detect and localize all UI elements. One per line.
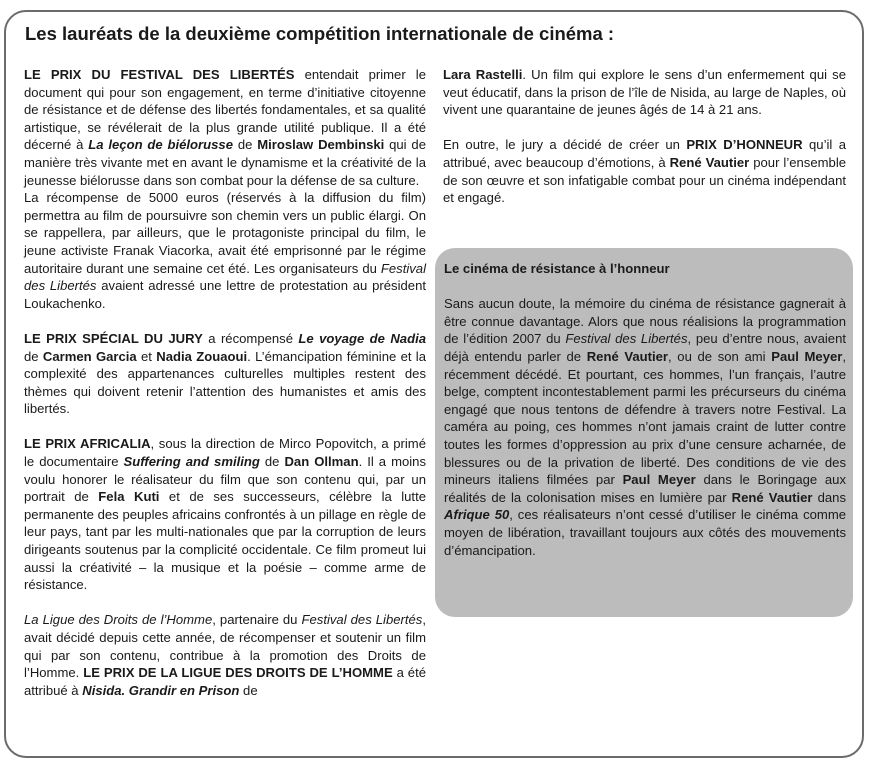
left-column: [24, 66, 426, 699]
paragraph-human-rights-prize: La Ligue des Droits de l’Homme, partenaire du Festival des Libertés, avait décidé depuis cette année, de récompenser et soutenir un film qui par son contenu, contribue à la promotion des Droits de l’Homme. LE PRIX DE LA LIGUE DES DROITS DE L’HOMME a été attribué à Nisida. Grandir en Prison de: [24, 612, 427, 698]
paragraph-reward: La récompense de 5000 euros (réservés à la diffusion du film) permettra au film de poursuivre son chemin vers un public élargi. On se rappellera, par ailleurs, que le protagoniste principal du film, le jeune activiste Franak Viacorka, avait été emprisonné par le régime autoritaire durant une semaine cet été. Les organisateurs du Festival des Libertés avaient adressé une lettre de protestation au président Loukachenko.: [24, 190, 426, 311]
resistance-cinema-text: [444, 260, 846, 559]
paragraph-jury-prize: LE PRIX SPÉCIAL DU JURY a récompensé Le voyage de Nadia de Carmen Garcia et Nadia Zouaoui. L’émancipation féminine et la complexité des appartenances culturelles multiples restent des thèmes qui doivent retenir l’attention des humanistes et amis des libertés.: [24, 330, 427, 417]
right-column: [443, 66, 846, 207]
paragraph-festival-prize: LE PRIX DU FESTIVAL DES LIBERTÉS entendait primer le document qui pour son engagement, en terme d’initiative citoyenne de résistance et de défense des libertés fondamentales, et sa qualité artistique, se révélerait de la plus grande utilité publique. Il a été décerné à La leçon de biélorusse de Miroslaw Dembinski qui de manière très vivante met en avant le dynamisme et la créativité de la jeunesse biélorusse dans son combat pour la défense de sa culture.: [24, 67, 426, 188]
box-paragraph: Sans aucun doute, la mémoire du cinéma de résistance gagnerait à être connue davantage. Alors que nous réalisions la programmation de l’édition 2007 du Festival des Libertés, peu d’entre nous, avaient déjà entendu parler de René Vautier, ou de son ami Paul Meyer, récemment décédé. Et pourtant, ces hommes, l’un français, l’autre belge, comptent incontestablement parmi les précurseurs du cinéma engagé que nous tentons de défendre à travers notre Festival. La caméra au poing, ces hommes n’ont jamais craint de lutter contre toutes les formes d’oppression au prix d’une censure acharnée, de blessures ou de la privation de liberté. Des conditions de vie des mineurs italiens filmées par Paul Meyer dans le Boringage aux réalités de la colonisation mises en lumière par René Vautier dans Afrique 50, ces réalisateurs n’ont cessé d’utiliser le cinéma comme moyen de libération, travaillant toujours aux côtés des mouvements d’émancipation.: [444, 296, 847, 558]
paragraph-africalia-prize: LE PRIX AFRICALIA, sous la direction de Mirco Popovitch, a primé le documentaire Suffering and smiling de Dan Ollman. Il a moins voulu honorer le réalisateur du film que son contenu qui, par un portrait de Fela Kuti et de ses successeurs, célèbre la lutte permanente des peuples africains confrontés à un pillage en règle de leur pays, tant par les multi-nationales que par la corruption de leurs dirigeants soutenus par la complicité occidentale. Ce film promeut lui aussi la créativité – la musique et la poésie – comme arme de résistance.: [24, 436, 426, 593]
paragraph-honor-prize: En outre, le jury a décidé de créer un PRIX D’HONNEUR qu’il a attribué, avec beaucoup d’émotions, à René Vautier pour l’ensemble de son œuvre et son infatigable combat pour un cinéma indépendant et engagé.: [443, 137, 847, 206]
paragraph-nisida: Lara Rastelli. Un film qui explore le sens d’un enfermement qui se veut éducatif, dans la prison de l’île de Nisida, au large de Naples, où vivent une quarantaine de jeunes âgés de 14 à 21 ans.: [443, 67, 846, 118]
box-title: Le cinéma de résistance à l’honneur: [444, 261, 670, 276]
page-title: Les lauréats de la deuxième compétition internationale de cinéma :: [25, 23, 615, 44]
